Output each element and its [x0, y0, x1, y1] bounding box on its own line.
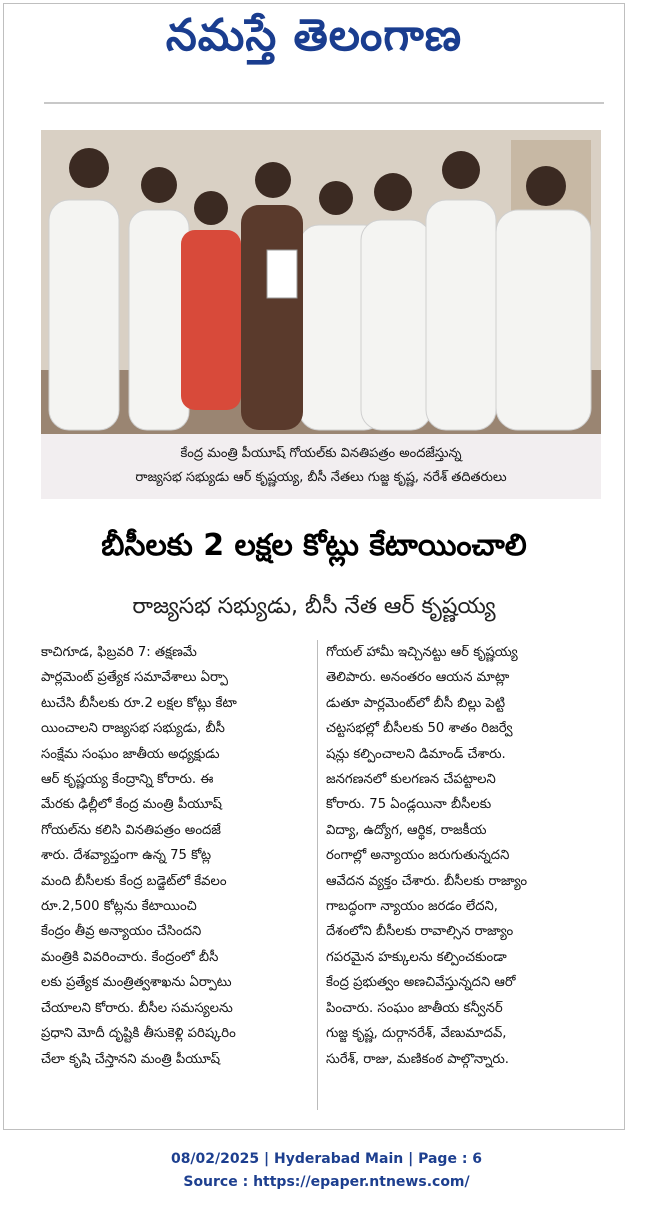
article-line: గపరమైన హక్కులను కల్పించకుండా [326, 949, 507, 965]
article-line: మంది బీసీలకు కేంద్ర బడ్జెట్‌లో కేవలం [41, 873, 227, 889]
article-line: చేలా కృషి చేస్తానని మంత్రి పీయూష్ [41, 1051, 220, 1067]
article-line: ఆర్ కృష్ణయ్య కేంద్రాన్ని కోరారు. ఈ [41, 772, 214, 788]
article-line: డుతూ పార్లమెంట్‌లో బీసీ బిల్లు పెట్టి [326, 695, 506, 711]
article-line: సంక్షేమ సంఘం జాతీయ అధ్యక్షుడు [41, 746, 220, 762]
subheadline: రాజ్యసభ సభ్యుడు, బీసీ నేత ఆర్ కృష్ణయ్య [132, 594, 496, 619]
footer-separator: | [408, 1151, 419, 1167]
article-line: పించారు. సంఘం జాతీయ కన్వీనర్ [326, 1000, 503, 1016]
article-line: చేయాలని కోరారు. బీసీల సమస్యలను [41, 1000, 233, 1016]
article-column-right [326, 640, 596, 1072]
article-line: ప్రధాని మోదీ దృష్టికి తీసుకెళ్లి పరిష్కరిం [41, 1026, 236, 1042]
footer-source[interactable]: Source : https://epaper.ntnews.com/ [183, 1174, 470, 1190]
article-line: ఆవేదన వ్యక్తం చేశారు. బీసీలకు రాజ్యాం [326, 873, 528, 889]
footer-meta [0, 1151, 653, 1167]
article-line: యించాలని రాజ్యసభ సభ్యుడు, బీసీ [41, 721, 225, 737]
article-line: కేంద్రం తీవ్ర అన్యాయం చేసిందని [41, 924, 202, 940]
article-line: రంగాల్లో అన్యాయం జరుగుతున్నదని [326, 848, 510, 864]
headline: బీసీలకు 2 లక్షల కోట్లు కేటాయించాలి [101, 528, 527, 563]
footer-page: Page : 6 [418, 1151, 483, 1167]
footer-edition: Hyderabad Main [273, 1151, 404, 1167]
article-line: చట్టసభల్లో బీసీలకు 50 శాతం రిజర్వే [326, 721, 513, 737]
article-line: జనగణనలో కులగణన చేపట్టాలని [326, 772, 496, 788]
article-line: గోయల్ హామీ ఇచ్చినట్టు ఆర్ కృష్ణయ్య [326, 645, 518, 660]
article-line: సురేశ్, రాజు, మణికంఠ పాల్గొన్నారు. [326, 1051, 509, 1067]
article-line: పార్లమెంట్ ప్రత్యేక సమావేశాలు ఏర్పా [41, 670, 229, 686]
article-line: కాచిగూడ, ఫిబ్రవరి 7: తక్షణమే [41, 645, 197, 660]
column-divider [317, 640, 318, 1110]
newspaper-clipping [3, 3, 625, 1130]
photo-caption [41, 434, 601, 499]
article-line: గాబద్ధంగా న్యాయం జరడం లేదని, [326, 899, 498, 915]
article-line: రూ.2,500 కోట్లను కేటాయించి [41, 899, 197, 915]
article-line: శారు. దేశవ్యాప్తంగా ఉన్న 75 కోట్ల [41, 848, 212, 864]
article-line: మేరకు ఢిల్లీలో కేంద్ర మంత్రి పీయూష్ [41, 797, 222, 813]
article-line: కోరారు. 75 ఏండ్లయినా బీసీలకు [326, 797, 492, 813]
photo-icon [41, 130, 601, 434]
news-photo [41, 130, 601, 434]
footer-date: 08/02/2025 [170, 1151, 260, 1167]
article-line: లకు ప్రత్యేక మంత్రిత్వశాఖను ఏర్పాటు [41, 975, 232, 991]
article-column-left [41, 640, 307, 1072]
article-line: మంత్రికి వివరించారు. కేంద్రంలో బీసీ [41, 949, 219, 965]
footer-separator: | [263, 1151, 274, 1167]
article-line: షన్లు కల్పించాలని డిమాండ్ చేశారు. [326, 746, 506, 762]
masthead-logo: నమస్తే తెలంగాణ [165, 10, 463, 61]
article-line: తెలిపారు. అనంతరం ఆయన మాట్లా [326, 670, 510, 686]
article-line: కేంద్ర ప్రభుత్వం అణచివేస్తున్నదని ఆరో [326, 975, 516, 991]
article-line: గోయల్‌ను కలిసి వినతిపత్రం అందజే [41, 822, 221, 838]
article-line: దేశంలోని బీసీలకు రావాల్సిన రాజ్యాం [326, 924, 514, 940]
article-line: విద్యా, ఉద్యోగ, ఆర్థిక, రాజకీయ [326, 822, 487, 838]
masthead-rule [44, 102, 604, 104]
caption-line-2: రాజ్యసభ సభ్యుడు ఆర్ కృష్ణయ్య, బీసీ నేతలు గుజ్జ కృష్ణ, నరేశ్ తదితరులు [135, 470, 507, 485]
caption-line-1: కేంద్ర మంత్రి పీయూష్ గోయల్‌కు వినతిపత్రం అందజేస్తున్న [180, 446, 462, 461]
article-line: టుచేసి బీసీలకు రూ.2 లక్షల కోట్లు కేటా [41, 695, 237, 711]
article-line: గుజ్జ కృష్ణ, దుర్గానరేశ్, వేణుమాదవ్, [326, 1026, 507, 1042]
